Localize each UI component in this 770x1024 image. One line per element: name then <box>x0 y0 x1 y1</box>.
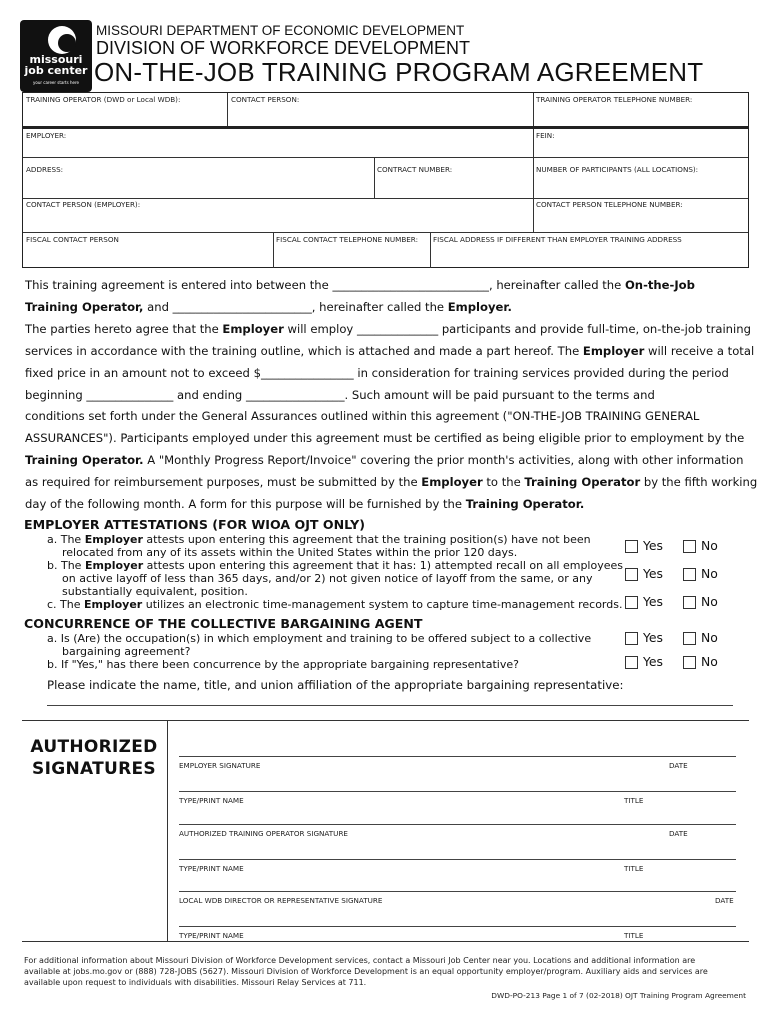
employer-name-line[interactable] <box>179 791 736 792</box>
grid-divider <box>23 157 748 158</box>
grid-col-divider <box>430 232 431 268</box>
operator-signature-label: AUTHORIZED TRAINING OPERATOR SIGNATURE <box>179 829 348 838</box>
operator-signature-line[interactable] <box>179 824 736 825</box>
title-label: TITLE <box>624 864 644 873</box>
address-field[interactable]: ADDRESS: <box>26 165 64 174</box>
text: The parties hereto agree that the <box>25 322 223 336</box>
logo-text-job-center: job center <box>24 64 88 77</box>
employer-field[interactable]: EMPLOYER: <box>26 131 67 140</box>
no-label: No <box>701 654 718 669</box>
date-label: DATE <box>669 829 688 838</box>
wdb-signature-label: LOCAL WDB DIRECTOR OR REPRESENTATIVE SIGNATURE <box>179 896 383 905</box>
signatures-title: SIGNATURES <box>32 759 156 779</box>
missouri-job-center-logo <box>20 20 92 92</box>
bargaining-rep-line[interactable] <box>47 705 733 706</box>
grid-col-divider <box>374 157 375 198</box>
attestation-a <box>47 533 591 546</box>
bold-text: On-the-Job <box>624 278 695 292</box>
operator-phone-field[interactable]: TRAINING OPERATOR TELEPHONE NUMBER: <box>536 95 693 104</box>
text: A "Monthly Progress Report/Invoice" covering the prior month's activities, along with other information <box>143 453 744 467</box>
agreement-line: beginning _______________ and ending _________________. Such amount will be paid pursuant to the terms and <box>25 388 655 402</box>
type-name-label: TYPE/PRINT NAME <box>179 931 244 940</box>
bold-text: Training Operator. <box>465 497 585 511</box>
bold-text: Training Operator, <box>25 300 144 314</box>
grid-divider <box>23 198 748 199</box>
bargaining-a: a. Is (Are) the occupation(s) in which employment and training to be offered subject to a collective <box>47 632 592 645</box>
agreement-line <box>25 344 754 358</box>
footer-info <box>24 955 744 988</box>
grid-col-divider <box>533 129 534 157</box>
text: utilizes an electronic time-management system to capture time-management records. <box>142 598 623 611</box>
attestation-b <box>47 559 623 572</box>
text: b. The <box>47 559 85 572</box>
grid-divider <box>23 232 748 233</box>
operator-name-line[interactable] <box>179 859 736 860</box>
text: attests upon entering this agreement that the training position(s) have not been <box>142 533 591 546</box>
attestation-b-cont: on active layoff of less than 365 days, and/or 2) not given notice of layoff from the same, or any <box>62 572 593 585</box>
footer-line: available upon request to individuals with disabilities. Missouri Relay Services at 711. <box>24 978 367 987</box>
type-name-label: TYPE/PRINT NAME <box>179 864 244 873</box>
contact-phone-field[interactable]: CONTACT PERSON TELEPHONE NUMBER: <box>536 200 683 209</box>
text: c. The <box>47 598 84 611</box>
bargaining-a-no-checkbox[interactable] <box>683 632 696 645</box>
agreement-line <box>25 453 743 467</box>
grid-col-divider <box>227 93 228 126</box>
bold-text: Training Operator <box>524 475 641 489</box>
no-label: No <box>701 630 718 645</box>
title-label: TITLE <box>624 931 644 940</box>
grid-divider-thick <box>23 126 748 129</box>
footer-line: For additional information about Missouri Division of Workforce Development services, contact a Missouri Job Center near you. Locations and additional information are <box>24 956 696 965</box>
grid-col-divider <box>533 93 534 126</box>
logo-inner-circle-icon <box>58 34 76 52</box>
wdb-signature-line[interactable] <box>179 891 736 892</box>
text: attests upon entering this agreement that it has: 1) attempted recall on all employees <box>143 559 623 572</box>
text: will employ ______________ participants and provide full-time, on-the-job training <box>283 322 751 336</box>
attestation-c-no-checkbox[interactable] <box>683 596 696 609</box>
no-label: No <box>701 594 718 609</box>
text: as required for reimbursement purposes, must be submitted by the <box>25 475 422 489</box>
fiscal-address-field[interactable]: FISCAL ADDRESS IF DIFFERENT THAN EMPLOYER TRAINING ADDRESS <box>433 235 682 244</box>
bold-text: Employer <box>84 559 144 572</box>
bold-text: Employer <box>84 598 143 611</box>
employer-signature-label: EMPLOYER SIGNATURE <box>179 761 261 770</box>
text: This training agreement is entered into between the ___________________________, hereinafter called the <box>25 278 625 292</box>
yes-label: Yes <box>643 594 664 609</box>
attestation-a-cont: relocated from any of its assets within the United States within the prior 120 days. <box>62 546 518 559</box>
attestation-c <box>47 598 622 611</box>
employer-signature-line[interactable] <box>179 756 736 757</box>
attestation-b-cont: substantially equivalent, position. <box>62 585 248 598</box>
type-name-label: TYPE/PRINT NAME <box>179 796 244 805</box>
text: by the fifth working <box>640 475 758 489</box>
text: day of the following month. A form for this purpose will be furnished by the <box>25 497 466 511</box>
agreement-info-grid <box>22 92 749 268</box>
agreement-line <box>25 322 751 336</box>
agreement-line <box>25 278 695 292</box>
text: will receive a total <box>644 344 755 358</box>
attestation-a-yes-checkbox[interactable] <box>625 540 638 553</box>
attestation-b-no-checkbox[interactable] <box>683 568 696 581</box>
no-label: No <box>701 538 718 553</box>
agreement-line <box>25 300 512 314</box>
bargaining-a-yes-checkbox[interactable] <box>625 632 638 645</box>
bold-text: Employer. <box>447 300 512 314</box>
agreement-line <box>25 475 757 489</box>
logo-tagline: your career starts here <box>33 80 79 85</box>
contact-employer-field[interactable]: CONTACT PERSON (EMPLOYER): <box>26 200 141 209</box>
attestation-c-yes-checkbox[interactable] <box>625 596 638 609</box>
attestation-a-no-checkbox[interactable] <box>683 540 696 553</box>
bargaining-b-no-checkbox[interactable] <box>683 656 696 669</box>
yes-label: Yes <box>643 538 664 553</box>
attestations-heading: EMPLOYER ATTESTATIONS (FOR WIOA OJT ONLY) <box>24 517 366 532</box>
yes-label: Yes <box>643 630 664 645</box>
yes-label: Yes <box>643 566 664 581</box>
text: a. The <box>47 533 85 546</box>
division-name: DIVISION OF WORKFORCE DEVELOPMENT <box>96 38 471 58</box>
bargaining-note: Please indicate the name, title, and union affiliation of the appropriate bargaining representative: <box>47 678 624 692</box>
agreement-line: fixed price in an amount not to exceed $________________ in consideration for training services provided during the period <box>25 366 729 380</box>
text: and ________________________, hereinafter called the <box>143 300 448 314</box>
contract-number-field[interactable]: CONTRACT NUMBER: <box>377 165 453 174</box>
department-name: MISSOURI DEPARTMENT OF ECONOMIC DEVELOPMENT <box>96 23 465 38</box>
bargaining-b: b. If "Yes," has there been concurrence by the appropriate bargaining representative? <box>47 658 519 671</box>
fiscal-phone-field[interactable]: FISCAL CONTACT TELEPHONE NUMBER: <box>276 235 418 244</box>
authorized-title: AUTHORIZED <box>30 737 158 757</box>
logo-text-missouri: missouri <box>29 53 83 66</box>
grid-col-divider <box>533 198 534 232</box>
text: to the <box>482 475 525 489</box>
participants-field[interactable]: NUMBER OF PARTICIPANTS (ALL LOCATIONS): <box>536 165 699 174</box>
bold-text: Employer <box>222 322 284 336</box>
signatures-section <box>22 720 749 942</box>
page-number: DWD-PO-213 Page 1 of 7 (02-2018) OJT Training Program Agreement <box>491 991 746 1000</box>
attestation-b-yes-checkbox[interactable] <box>625 568 638 581</box>
bold-text: Employer <box>84 533 143 546</box>
grid-col-divider <box>273 232 274 268</box>
footer-line: available at jobs.mo.gov or (888) 728-JOBS (5627). Missouri Division of Workforce Development is an equal opportunity employer/program. Auxiliary aids and services are <box>24 967 708 976</box>
fiscal-contact-field[interactable]: FISCAL CONTACT PERSON <box>26 235 119 244</box>
title-label: TITLE <box>624 796 644 805</box>
fein-field[interactable]: FEIN: <box>536 131 555 140</box>
sig-col-divider <box>167 721 168 941</box>
text: services in accordance with the training outline, which is attached and made a part hereof. The <box>25 344 583 358</box>
bargaining-b-yes-checkbox[interactable] <box>625 656 638 669</box>
date-label: DATE <box>715 896 734 905</box>
contact-person-field[interactable]: CONTACT PERSON: <box>231 95 300 104</box>
wdb-name-line[interactable] <box>179 926 736 927</box>
yes-label: Yes <box>643 654 664 669</box>
page-title: ON-THE-JOB TRAINING PROGRAM AGREEMENT <box>94 57 704 87</box>
bargaining-a-cont: bargaining agreement? <box>62 645 191 658</box>
agreement-line <box>25 497 584 511</box>
agreement-line: ASSURANCES"). Participants employed under this agreement must be certified as being eligible prior to employment by the <box>25 431 745 445</box>
training-operator-field[interactable]: TRAINING OPERATOR (DWD or Local WDB): <box>26 95 181 104</box>
agreement-line: conditions set forth under the General Assurances outlined within this agreement ("ON-THE-JOB TRAINING GENERAL <box>25 409 700 423</box>
bold-text: Employer <box>421 475 483 489</box>
bold-text: Training Operator. <box>25 453 144 467</box>
date-label: DATE <box>669 761 688 770</box>
bold-text: Employer <box>582 344 645 358</box>
no-label: No <box>701 566 718 581</box>
bargaining-heading: CONCURRENCE OF THE COLLECTIVE BARGAINING AGENT <box>24 616 423 631</box>
grid-col-divider <box>533 157 534 198</box>
